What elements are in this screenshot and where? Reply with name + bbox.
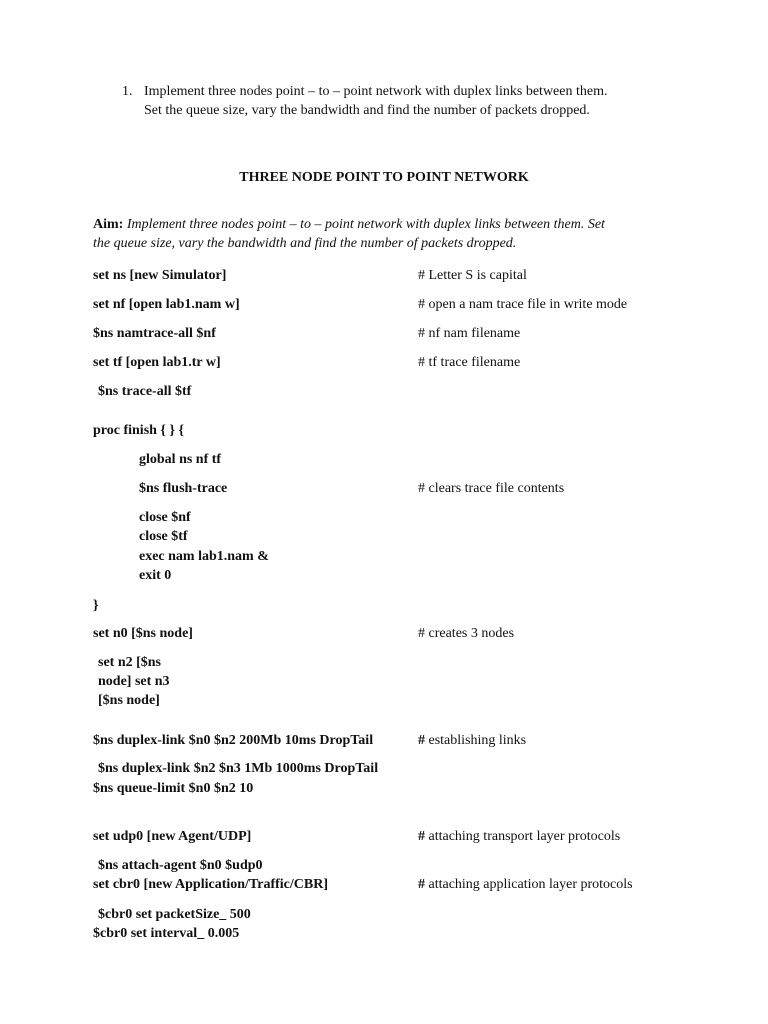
code-line-set-cbr0: set cbr0 [new Application/Traffic/CBR]: [93, 877, 328, 892]
comment-application-layer: [418, 875, 633, 894]
comment-text: establishing links: [425, 733, 527, 748]
code-line-duplex-link-n2-n3: $ns duplex-link $n2 $n3 1Mb 1000ms DropTail: [98, 761, 379, 776]
comment-text: attaching transport layer protocols: [425, 829, 621, 844]
page-title: THREE NODE POINT TO POINT NETWORK: [239, 170, 529, 185]
code-line-node-set-n3: node] set n3: [98, 674, 170, 689]
comment-trace-filename: # tf trace filename: [418, 355, 521, 370]
code-line-set-udp0: set udp0 [new Agent/UDP]: [93, 829, 252, 844]
code-line-new-simulator: set ns [new Simulator]: [93, 268, 227, 283]
code-line-exec-nam: exec nam lab1.nam &: [139, 549, 269, 564]
aim-line-1: [93, 215, 605, 234]
code-line-close-nf: close $nf: [139, 510, 191, 525]
code-line-attach-agent: $ns attach-agent $n0 $udp0: [98, 858, 263, 873]
comment-text: attaching application layer protocols: [425, 877, 633, 892]
comment-clears-trace: # clears trace file contents: [418, 481, 565, 496]
comment-letter-s: # Letter S is capital: [418, 268, 527, 283]
code-line-flush-trace: $ns flush-trace: [139, 481, 228, 496]
code-line-global: global ns nf tf: [139, 452, 222, 467]
comment-transport-layer: [418, 827, 620, 846]
code-line-open-tr: set tf [open lab1.tr w]: [93, 355, 221, 370]
aim-label: Aim:: [93, 217, 124, 232]
comment-hash: #: [418, 829, 425, 844]
comment-open-nam: # open a nam trace file in write mode: [418, 297, 628, 312]
code-line-set-n2: set n2 [$ns: [98, 655, 162, 670]
comment-creates-nodes: # creates 3 nodes: [418, 626, 515, 641]
comment-nam-filename: # nf nam filename: [418, 326, 521, 341]
code-line-close-tf: close $tf: [139, 529, 188, 544]
code-line-set-n0: set n0 [$ns node]: [93, 626, 193, 641]
task-number: 1.: [122, 84, 133, 99]
task-line-2: Set the queue size, vary the bandwidth and find the number of packets dropped.: [144, 103, 590, 118]
code-line-duplex-link-n0-n2: $ns duplex-link $n0 $n2 200Mb 10ms DropTail: [93, 733, 374, 748]
aim-text-1: Implement three nodes point – to – point network with duplex links between them. Set: [126, 217, 605, 232]
aim-line-2: the queue size, vary the bandwidth and find the number of packets dropped.: [93, 236, 517, 251]
code-line-proc-finish: proc finish { } {: [93, 423, 184, 438]
code-line-trace-all: $ns trace-all $tf: [98, 384, 192, 399]
code-line-close-brace: }: [93, 598, 99, 613]
code-line-packet-size: $cbr0 set packetSize_ 500: [98, 907, 251, 922]
comment-hash: #: [418, 733, 425, 748]
code-line-namtrace-all: $ns namtrace-all $nf: [93, 326, 216, 341]
code-line-open-nam: set nf [open lab1.nam w]: [93, 297, 240, 312]
task-line-1: Implement three nodes point – to – point network with duplex links between them.: [144, 84, 608, 99]
code-line-interval: $cbr0 set interval_ 0.005: [93, 926, 240, 941]
code-line-queue-limit: $ns queue-limit $n0 $n2 10: [93, 781, 254, 796]
comment-establishing-links: [418, 731, 526, 750]
comment-hash: #: [418, 877, 425, 892]
code-line-ns-node: [$ns node]: [98, 693, 160, 708]
code-line-exit: exit 0: [139, 568, 172, 583]
